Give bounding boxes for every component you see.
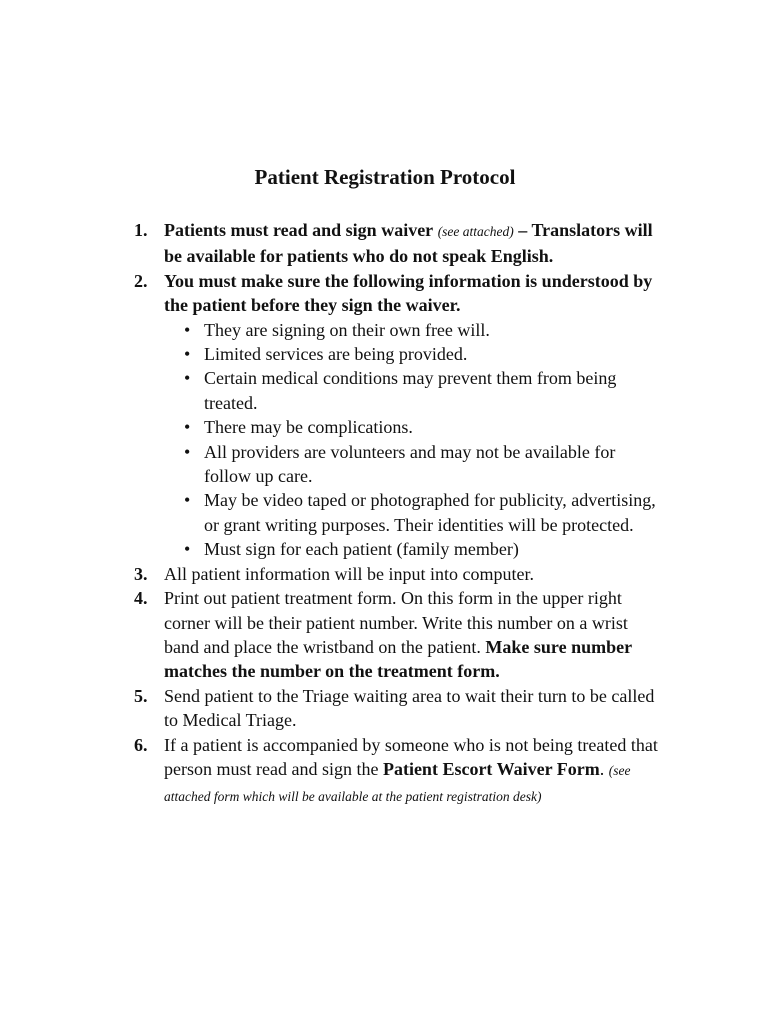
bullet-text: Must sign for each patient (family member) xyxy=(204,539,519,560)
list-item xyxy=(164,440,660,489)
protocol-item-2 xyxy=(130,269,660,562)
protocol-item-6 xyxy=(130,733,660,810)
list-item xyxy=(164,537,660,561)
item-1-note: (see attached) xyxy=(437,224,514,239)
item-number: 6. xyxy=(134,734,148,755)
waiver-points-list xyxy=(164,318,660,562)
item-number: 3. xyxy=(134,563,148,584)
protocol-item-3 xyxy=(130,562,660,586)
bullet-text: There may be complications. xyxy=(204,417,413,438)
item-number: 4. xyxy=(134,588,148,609)
list-item xyxy=(164,366,660,415)
bullet-dot-icon: • xyxy=(184,344,191,365)
bullet-text: Limited services are being provided. xyxy=(204,344,468,365)
bullet-dot-icon: • xyxy=(184,539,191,560)
item-2-bold-text: You must make sure the following information is understood by the patient before they sign the waiver. xyxy=(164,270,653,316)
bullet-dot-icon: • xyxy=(184,441,191,462)
list-item xyxy=(164,318,660,342)
item-1-bold-after: – Translators will be available for patients who do not speak English. xyxy=(164,220,653,267)
list-item xyxy=(164,415,660,439)
item-number: 1. xyxy=(134,220,148,240)
list-item xyxy=(164,342,660,366)
protocol-item-1 xyxy=(130,218,660,269)
bullet-dot-icon: • xyxy=(184,417,191,438)
protocol-list xyxy=(130,218,660,810)
item-1-bold-text: Patients must read and sign waiver xyxy=(164,220,434,240)
item-6-bold-text: Patient Escort Waiver Form xyxy=(382,758,600,779)
item-number: 2. xyxy=(134,270,148,291)
bullet-dot-icon: • xyxy=(184,490,191,511)
list-item xyxy=(164,488,660,537)
item-6-after: . xyxy=(599,758,605,779)
item-5-text: Send patient to the Triage waiting area to wait their turn to be called to Medical Triage. xyxy=(164,685,655,731)
item-3-text: All patient information will be input into computer. xyxy=(164,563,534,584)
bullet-text: All providers are volunteers and may not be available for follow up care. xyxy=(204,441,616,487)
bullet-text: May be video taped or photographed for publicity, advertising, or grant writing purposes. Their identities will be protected. xyxy=(204,490,656,535)
item-6-note: (see attached form which will be available at the patient registration desk) xyxy=(164,762,631,805)
protocol-item-5 xyxy=(130,684,660,733)
bullet-dot-icon: • xyxy=(184,319,191,340)
item-4-text: Print out patient treatment form. On this form in the upper right corner will be their patient number. Write this number on a wrist band and place the wristband on the patient. xyxy=(164,588,628,657)
item-4-bold-text: Make sure number matches the number on the treatment form. xyxy=(164,636,632,682)
bullet-text: They are signing on their own free will. xyxy=(204,319,490,340)
item-6-text: If a patient is accompanied by someone who is not being treated that person must read and sign the xyxy=(164,734,658,779)
bullet-text: Certain medical conditions may prevent them from being treated. xyxy=(204,368,617,413)
item-number: 5. xyxy=(134,685,148,706)
protocol-item-4 xyxy=(130,586,660,684)
bullet-dot-icon: • xyxy=(184,368,191,389)
document-title: Patient Registration Protocol xyxy=(254,165,516,189)
